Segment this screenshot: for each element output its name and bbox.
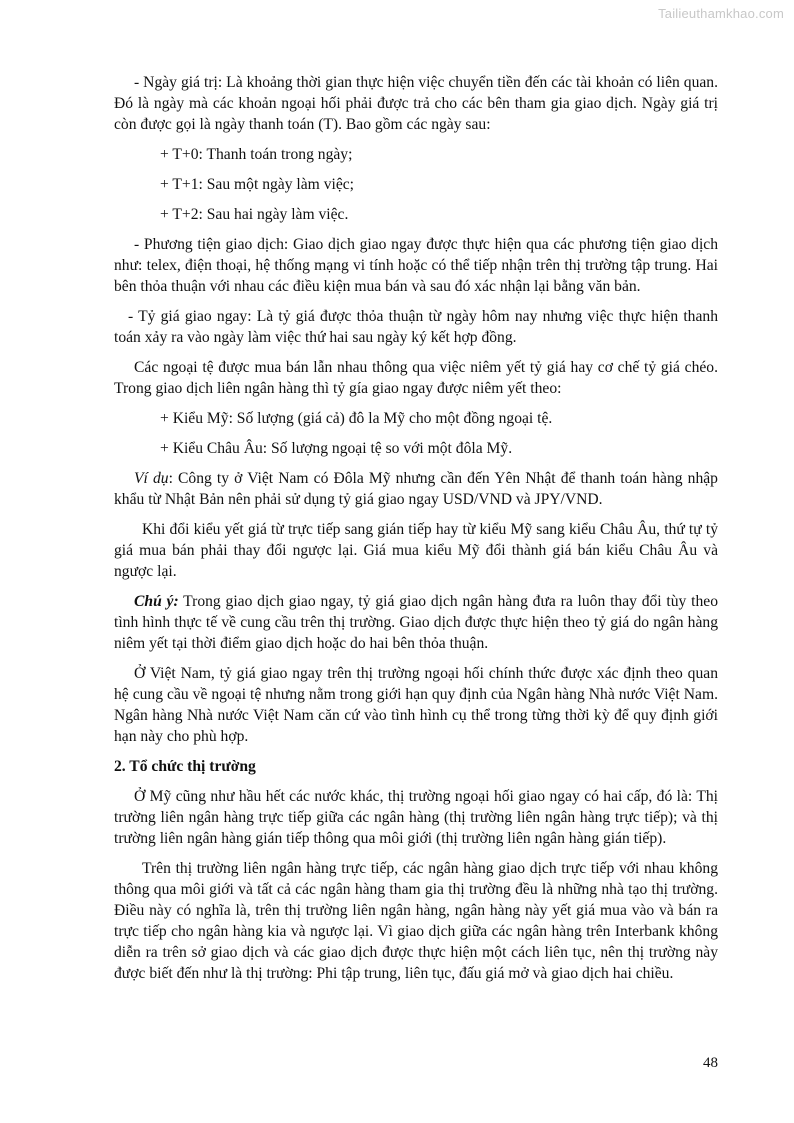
paragraph-spot-rate: - Tỷ giá giao ngay: Là tỷ giá được thỏa thuận từ ngày hôm nay nhưng việc thực hiện thanh toán xảy ra vào ngày làm việc thứ hai sau ngày ký kết hợp đồng. (114, 308, 718, 346)
list-item-t2: + T+2: Sau hai ngày làm việc. (160, 206, 349, 223)
document-body (114, 72, 718, 993)
paragraph-vietnam-rate: Ở Việt Nam, tỷ giá giao ngay trên thị trường ngoại hối chính thức được xác định theo quan hệ cung cầu về ngoại tệ nhưng nằm trong giới hạn quy định của Ngân hàng Nhà nước Việt Nam. Ngân hàng Nhà nước Việt Nam căn cứ vào tình hình cụ thể trong từng thời kỳ để quy định giới hạn này cho phù hợp. (114, 665, 718, 745)
paragraph-quote-conversion: Khi đổi kiểu yết giá từ trực tiếp sang gián tiếp hay từ kiểu Mỹ sang kiểu Châu Âu, thứ tự tỷ giá mua bán phải thay đổi ngược lại. Giá mua kiểu Mỹ đổi thành giá bán kiểu Châu Âu và ngược lại. (114, 521, 718, 580)
list-item-european-style: + Kiểu Châu Âu: Số lượng ngoại tệ so với một đôla Mỹ. (160, 440, 513, 457)
example-text: : Công ty ở Việt Nam có Đôla Mỹ nhưng cần đến Yên Nhật để thanh toán hàng nhập khẩu từ Nhật Bản nên phải sử dụng tỷ giá giao ngay USD/VND và JPY/VND. (114, 470, 718, 508)
note-label: Chú ý: (134, 593, 179, 610)
paragraph-example (114, 468, 718, 510)
paragraph-interbank-direct: Trên thị trường liên ngân hàng trực tiếp, các ngân hàng giao dịch trực tiếp với nhau không thông qua môi giới và tất cả các ngân hàng tham gia thị trường đều là những nhà tạo thị trường. Điều này có nghĩa là, trên thị trường liên ngân hàng, ngân hàng này yết giá mua vào và bán ra trực tiếp cho ngân hàng kia và ngược lại. Vì giao dịch giữa các ngân hàng trên Interbank không diễn ra trên sở giao dịch và các giao dịch được thực hiện một cách liên tục, nên thị trường này được biết đến như là thị trường: Phi tập trung, liên tục, đấu giá mở và giao dịch hai chiều. (114, 860, 718, 982)
list-item-t0: + T+0: Thanh toán trong ngày; (160, 146, 353, 163)
example-label: Ví dụ (134, 470, 169, 487)
watermark-text: Tailieuthamkhao.com (658, 6, 784, 21)
list-item-american-style: + Kiểu Mỹ: Số lượng (giá cả) đô la Mỹ cho một đồng ngoại tệ. (160, 410, 553, 427)
paragraph-trading-means: - Phương tiện giao dịch: Giao dịch giao ngay được thực hiện qua các phương tiện giao dịch như: telex, điện thoại, hệ thống mạng vi tính hoặc có thể tiếp nhận trên thị trường tập trung. Hai bên thỏa thuận với nhau các điều kiện mua bán và sau đó xác nhận lại bằng văn bản. (114, 236, 718, 295)
note-text: Trong giao dịch giao ngay, tỷ giá giao dịch ngân hàng đưa ra luôn thay đổi tùy theo tình hình thực tế về cung cầu trên thị trường. Giao dịch được thực hiện theo tỷ giá do ngân hàng niêm yết tại thời điểm giao dịch hoặc do hai bên thỏa thuận. (114, 593, 718, 652)
section-heading: 2. Tổ chức thị trường (114, 758, 256, 775)
page-number: 48 (703, 1055, 718, 1071)
list-item-t1: + T+1: Sau một ngày làm việc; (160, 176, 355, 193)
paragraph-note (114, 591, 718, 654)
paragraph-currency-quotation: Các ngoại tệ được mua bán lẫn nhau thông qua việc niêm yết tỷ giá hay cơ chế tỷ giá chéo. Trong giao dịch liên ngân hàng thì tỷ gía giao ngay được niêm yết theo: (114, 359, 718, 397)
paragraph-value-date: - Ngày giá trị: Là khoảng thời gian thực hiện việc chuyển tiền đến các tài khoản có liên quan. Đó là ngày mà các khoản ngoại hối phải được trả cho các bên tham gia giao dịch. Ngày giá trị còn được gọi là ngày thanh toán (T). Bao gồm các ngày sau: (114, 74, 718, 133)
paragraph-market-levels: Ở Mỹ cũng như hầu hết các nước khác, thị trường ngoại hối giao ngay có hai cấp, đó là: Thị trường liên ngân hàng trực tiếp giữa các ngân hàng (thị trường liên ngân hàng trực tiếp); và thị trường liên ngân hàng gián tiếp thông qua môi giới (thị trường liên ngân hàng gián tiếp). (114, 788, 718, 847)
